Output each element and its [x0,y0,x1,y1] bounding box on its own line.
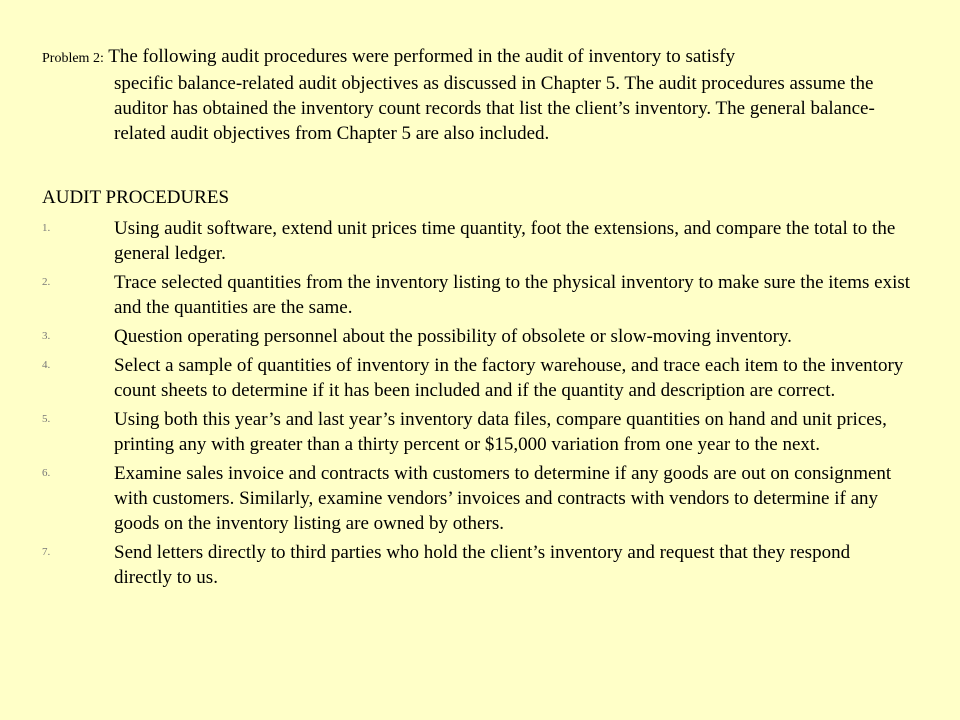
problem-intro [42,44,912,146]
procedure-item [42,540,912,590]
procedure-text: Using audit software, extend unit prices time quantity, foot the extensions, and compare the total to the general ledger. [114,218,896,264]
procedure-item [42,324,912,349]
procedure-number: 4. [42,359,51,371]
intro-first-line [42,44,912,71]
procedure-text: Using both this year’s and last year’s inventory data files, compare quantities on hand and unit prices, printing any with greater than a thirty percent or $15,000 variation from one year to the next. [114,409,887,455]
procedure-number: 2. [42,276,51,288]
procedure-number: 6. [42,467,51,479]
intro-first-text: The following audit procedures were performed in the audit of inventory to satisfy [108,46,736,67]
procedure-item [42,461,912,536]
procedure-item [42,216,912,266]
procedure-number: 1. [42,222,51,234]
procedure-text: Select a sample of quantities of inventory in the factory warehouse, and trace each item to the inventory count sheets to determine if it has been included and if the quantity and description are correct. [114,355,904,401]
procedure-text: Question operating personnel about the possibility of obsolete or slow-moving inventory. [114,326,792,347]
problem-label: Problem 2: [42,51,104,66]
procedure-number: 3. [42,330,51,342]
procedure-item [42,353,912,403]
procedure-list [42,216,912,594]
procedure-number: 5. [42,413,51,425]
procedure-number: 7. [42,546,51,558]
procedure-text: Trace selected quantities from the inventory listing to the physical inventory to make sure the items exist and the quantities are the same. [114,272,911,318]
procedure-text: Examine sales invoice and contracts with customers to determine if any goods are out on consignment with customers. Similarly, examine vendors’ invoices and contracts with vendors to determine if any goods on the inventory listing are owned by others. [114,463,892,534]
section-heading: AUDIT PROCEDURES [42,187,230,208]
procedure-item [42,407,912,457]
intro-continuation: specific balance-related audit objectives as discussed in Chapter 5. The audit procedures assume the auditor has obtained the inventory count records that list the client’s inventory. The general balance-related audit objectives from Chapter 5 are also included. [114,73,875,144]
procedure-text: Send letters directly to third parties who hold the client’s inventory and request that they respond directly to us. [114,542,851,588]
procedure-item [42,270,912,320]
